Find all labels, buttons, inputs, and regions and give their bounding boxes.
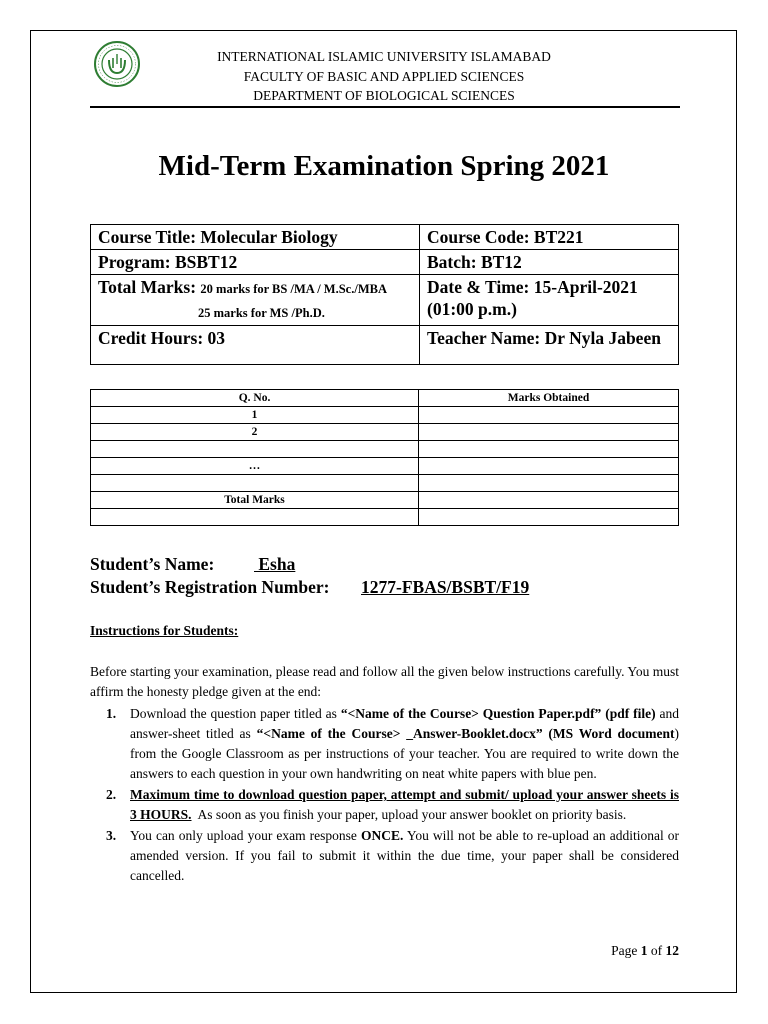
item-number: 1.: [106, 706, 117, 721]
course-code: Course Code: BT221: [420, 225, 679, 250]
list-item: [90, 826, 679, 886]
instructions-list: [90, 704, 679, 887]
q-no-cell: [91, 441, 419, 458]
student-name-value: Esha: [254, 554, 296, 574]
item-text: Download the question paper titled as: [130, 706, 341, 721]
marks-cell[interactable]: [419, 509, 679, 526]
header-q-no: Q. No.: [91, 390, 419, 407]
total-marks-label: Total Marks:: [98, 277, 197, 297]
teacher-name: Teacher Name: Dr Nyla Jabeen: [420, 326, 679, 365]
student-name-label: Student’s Name:: [90, 554, 215, 574]
credit-hours: Credit Hours: 03: [91, 326, 420, 365]
table-row: [91, 407, 679, 424]
exam-title: Mid-Term Examination Spring 2021: [158, 150, 610, 182]
current-page: 1: [640, 943, 648, 958]
q-no-cell: …: [91, 458, 419, 475]
course-info-table: [90, 224, 679, 365]
marks-cell[interactable]: [419, 475, 679, 492]
table-row: [91, 492, 679, 509]
table-row: [91, 475, 679, 492]
marks-cell[interactable]: [419, 424, 679, 441]
page-number: [611, 943, 679, 959]
instructions-heading: Instructions for Students:: [90, 623, 239, 638]
item-bold-text: “<Name of the Course> _Answer-Booklet.docx” (MS Word document: [256, 726, 675, 741]
table-row: [91, 458, 679, 475]
item-text: and answer-sheet titled as: [130, 706, 679, 741]
q-no-cell: [91, 509, 419, 526]
table-row: [91, 509, 679, 526]
course-title: Course Title: Molecular Biology: [91, 225, 420, 250]
total-pages: 12: [665, 943, 679, 958]
page-label: Page: [611, 943, 641, 958]
table-row: [91, 441, 679, 458]
item-text: ) from the Google Classroom as per instructions of your teacher. You are required to write down the answers to each question in your own handwriting on neat white papers with blue pen.: [130, 726, 680, 781]
of-label: of: [647, 943, 666, 958]
table-row: [91, 424, 679, 441]
q-no-cell: 1: [91, 407, 419, 424]
item-text: You can only upload your exam response: [130, 828, 361, 843]
item-bold-text: Maximum time to download question paper, attempt and submit/ upload your answer sheets is 3 HOURS.: [130, 787, 679, 822]
marks-cell[interactable]: [419, 407, 679, 424]
item-text: You will not be able to re-upload an additional or amended version. If you fail to submit it within the due time, your paper shall be considered cancelled.: [130, 828, 680, 883]
item-number: 2.: [106, 787, 117, 802]
marks-cell[interactable]: [419, 458, 679, 475]
item-bold-text: ONCE.: [360, 828, 404, 843]
date-time: [420, 275, 679, 326]
marks-cell[interactable]: [419, 441, 679, 458]
faculty-name: FACULTY OF BASIC AND APPLIED SCIENCES: [243, 68, 525, 84]
date-time-line2: (01:00 p.m.): [427, 299, 517, 319]
item-number: 3.: [106, 828, 117, 843]
date-time-line1: Date & Time: 15-April-2021: [427, 277, 638, 297]
batch: Batch: BT12: [420, 250, 679, 275]
university-seal-icon: [93, 40, 141, 88]
registration-label: Student’s Registration Number:: [90, 577, 330, 597]
header-divider: [90, 106, 680, 108]
program: Program: BSBT12: [91, 250, 420, 275]
student-info: [90, 553, 530, 599]
total-marks: [91, 275, 420, 326]
item-bold-text: “<Name of the Course> Question Paper.pdf” (pdf file): [340, 706, 656, 721]
list-item: [90, 785, 679, 825]
list-item: [90, 704, 679, 784]
q-no-cell: 2: [91, 424, 419, 441]
total-marks-bs: 20 marks for BS /MA / M.Sc./MBA: [200, 282, 387, 296]
marks-cell[interactable]: [419, 492, 679, 509]
item-text: As soon as you finish your paper, upload your answer booklet on priority basis.: [191, 807, 627, 822]
q-no-cell: [91, 475, 419, 492]
registration-value: 1277-FBAS/BSBT/F19: [361, 577, 530, 597]
total-marks-ms: 25 marks for MS /Ph.D.: [198, 306, 325, 320]
department-name: DEPARTMENT OF BIOLOGICAL SCIENCES: [253, 88, 515, 103]
header-marks-obtained: Marks Obtained: [419, 390, 679, 407]
university-name: INTERNATIONAL ISLAMIC UNIVERSITY ISLAMABAD: [217, 49, 551, 64]
institution-header: [150, 47, 618, 106]
marks-table: [90, 389, 679, 526]
instructions-intro: Before starting your examination, please read and follow all the given below instructions carefully. You must affirm the honesty pledge given at the end:: [90, 664, 679, 699]
total-marks-cell: Total Marks: [91, 492, 419, 509]
